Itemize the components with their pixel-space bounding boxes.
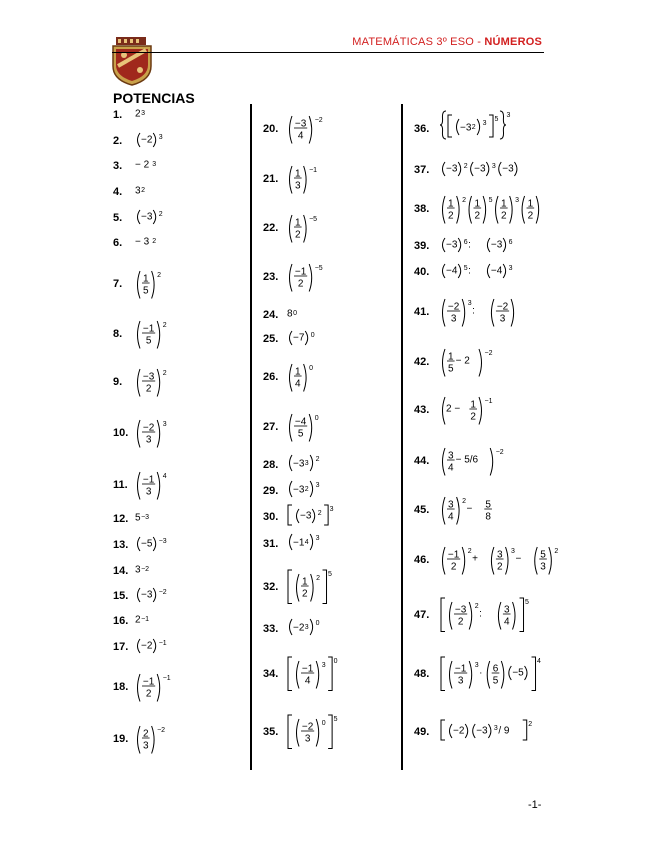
exercise-number: 26. [263,371,279,383]
svg-text:5: 5 [540,549,546,560]
svg-text:− 5/6: − 5/6 [455,454,479,465]
exercise-expression [135,106,156,124]
svg-text:− 2: − 2 [455,355,470,366]
svg-text:5: 5 [143,285,149,296]
svg-text:−: − [466,503,473,514]
svg-text:2: 2 [141,186,146,194]
svg-text:·: · [479,667,483,678]
exercise-expression [287,261,334,297]
exercise-number: 21. [263,173,279,185]
svg-text:3: 3 [450,313,457,324]
section-title: POTENCIAS [113,90,195,106]
svg-text:−3: −3 [141,211,153,222]
svg-text:−1: −1 [301,663,314,674]
exercise-expression [287,212,328,248]
svg-text:3: 3 [474,661,479,669]
exercise-number: 13. [113,539,129,551]
exercise-expression [135,268,172,304]
exercise-expression [135,585,178,607]
svg-text:3: 3 [295,180,301,191]
svg-text:4: 4 [295,378,301,389]
svg-text:3: 3 [448,499,454,510]
exercise-number: 3. [113,160,123,172]
exercise-expression [135,510,160,528]
exercise-expression [287,328,326,350]
svg-text:0: 0 [309,364,314,372]
svg-text:−5: −5 [512,667,524,678]
svg-text:4: 4 [304,538,309,546]
svg-text:2: 2 [527,210,534,221]
svg-text:4: 4 [162,472,167,480]
svg-text:3: 3 [508,264,513,272]
exercise-number: 32. [263,581,279,593]
svg-text:1: 1 [143,273,149,284]
svg-text:3: 3 [506,111,511,119]
svg-text:−1: −1 [293,537,305,548]
header-title [352,36,542,48]
exercise-expression [287,502,345,530]
exercise-expression [287,567,343,609]
svg-text:−3: −3 [446,163,458,174]
exercise-expression [440,108,521,144]
svg-text::: : [468,239,471,250]
exercise-expression [440,394,503,430]
svg-text:2: 2 [152,237,157,245]
svg-text:2: 2 [471,123,476,131]
header-rule [112,52,544,53]
svg-text:3: 3 [499,313,506,324]
svg-text:−1: −1 [309,166,318,174]
svg-text:−3: −3 [142,371,155,382]
svg-text:3: 3 [491,162,496,170]
svg-text:−2: −2 [496,301,509,312]
exercise-number: 33. [263,623,279,635]
exercise-number: 22. [263,222,279,234]
svg-text:−1: −1 [447,549,460,560]
svg-text:−4: −4 [490,265,503,276]
exercise-number: 31. [263,538,279,550]
exercise-expression [287,361,324,397]
svg-text:2: 2 [528,720,533,728]
svg-text:−3: −3 [141,589,153,600]
svg-text:3: 3 [329,505,334,513]
exercise-expression [135,157,167,175]
exercise-number: 38. [414,203,430,215]
exercise-expression [287,654,349,696]
svg-text:6: 6 [492,663,499,674]
svg-text:2: 2 [462,497,467,505]
exercise-expression [135,130,174,152]
exercise-expression [440,193,552,229]
svg-text:2: 2 [496,561,503,572]
svg-text:−4: −4 [446,265,458,276]
svg-text:−3: −3 [293,458,305,469]
svg-text:2 −: 2 − [446,403,461,414]
svg-text:2: 2 [317,509,322,517]
header-prefix: MATEMÁTICAS 3º ESO - [352,36,485,48]
exercise-number: 14. [113,565,129,577]
exercise-expression [135,562,160,580]
svg-text:−2: −2 [293,622,305,633]
svg-text:2: 2 [157,271,162,279]
exercise-expression [135,671,182,707]
svg-text:3: 3 [135,185,141,196]
svg-text:1: 1 [501,198,507,209]
svg-text:3: 3 [141,109,146,117]
svg-text::: : [468,265,471,276]
svg-text:4: 4 [537,657,541,665]
svg-text:2: 2 [135,108,141,119]
exercise-number: 47. [414,609,430,621]
svg-text:2: 2 [501,210,507,221]
svg-text:4: 4 [448,511,454,522]
svg-text:−2: −2 [484,349,493,357]
svg-text:0: 0 [321,719,326,727]
exercise-expression [287,113,334,149]
svg-text:−5: −5 [314,264,323,272]
exercise-number: 16. [113,615,129,627]
svg-text:4: 4 [297,130,304,141]
exercise-number: 2. [113,135,123,147]
svg-text:2: 2 [448,210,454,221]
exercise-expression [440,445,515,481]
exercise-number: 15. [113,590,129,602]
svg-text:2: 2 [145,383,152,394]
svg-text:−5: −5 [309,215,318,223]
svg-text:0: 0 [314,414,319,422]
svg-text:2: 2 [554,547,559,555]
svg-text:3: 3 [321,661,326,669]
svg-text:4: 4 [304,675,311,686]
svg-text:3: 3 [162,420,167,428]
svg-text:−1: −1 [294,266,307,277]
svg-text:0: 0 [293,309,298,317]
svg-text:−3: −3 [474,163,486,174]
svg-text:1: 1 [448,351,454,362]
svg-text:3: 3 [482,119,487,127]
svg-text:8: 8 [287,308,293,319]
svg-text::: : [472,305,475,316]
exercise-number: 37. [414,164,430,176]
svg-text:2: 2 [295,229,301,240]
svg-text:−7: −7 [293,332,305,343]
exercise-expression [287,478,331,502]
exercise-number: 39. [414,240,430,252]
exercise-expression [440,494,503,530]
exercise-expression [135,183,156,201]
exercise-number: 29. [263,485,279,497]
svg-text:−3: −3 [460,122,472,133]
svg-text:3: 3 [493,724,498,732]
svg-text:3: 3 [315,534,320,542]
exercise-number: 25. [263,333,279,345]
exercise-number: 9. [113,376,123,388]
exercise-expression [287,531,331,555]
svg-text:2: 2 [162,369,167,377]
svg-text:3: 3 [304,459,309,467]
svg-text:+: + [472,553,478,564]
exercise-number: 24. [263,309,279,321]
svg-text:1: 1 [295,217,301,228]
exercise-expression [287,712,349,754]
svg-text:1: 1 [527,198,534,209]
exercise-expression [135,723,176,759]
svg-text:2: 2 [474,210,481,221]
exercise-number: 43. [414,404,430,416]
svg-text:−2: −2 [158,588,167,596]
exercise-expression [135,318,178,354]
svg-text:5: 5 [488,196,493,204]
svg-text:6: 6 [508,238,513,246]
svg-text:1: 1 [302,576,308,587]
svg-text:−1: −1 [141,615,150,623]
svg-text:4: 4 [503,616,510,627]
svg-text:0: 0 [310,331,315,339]
svg-text:−2: −2 [301,721,314,732]
svg-text:−3: −3 [300,510,312,521]
svg-text:5: 5 [485,499,491,510]
exercise-expression [287,411,330,447]
exercise-number: 27. [263,421,279,433]
svg-text:3: 3 [304,733,311,744]
svg-text:/ 9: / 9 [498,725,510,736]
svg-text:3: 3 [448,450,454,461]
svg-text:−2: −2 [141,134,153,145]
svg-text:3: 3 [511,547,515,555]
svg-text:2: 2 [304,485,309,493]
svg-text:1: 1 [470,399,476,410]
svg-text:8: 8 [485,511,491,522]
exercise-expression [440,159,530,181]
svg-text:3: 3 [152,160,157,168]
svg-text:2: 2 [145,688,152,699]
exercise-number: 23. [263,271,279,283]
svg-text:3: 3 [304,623,309,631]
svg-text:−3: −3 [490,239,503,250]
exercise-expression [287,306,308,324]
exercise-number: 42. [414,356,430,368]
exercise-number: 45. [414,504,430,516]
exercise-expression [287,163,328,199]
exercise-number: 8. [113,328,123,340]
svg-text:−3: −3 [446,239,458,250]
column-divider-left [250,104,252,770]
exercise-number: 4. [113,186,123,198]
svg-text:2: 2 [315,455,320,463]
svg-text:2: 2 [158,210,163,218]
svg-text:2: 2 [457,616,464,627]
svg-text:2: 2 [470,411,476,422]
exercise-number: 30. [263,511,279,523]
exercise-expression [135,636,178,658]
school-crest-logo [110,36,154,86]
svg-text:2: 2 [467,547,472,555]
exercise-number: 5. [113,212,123,224]
exercise-number: 7. [113,278,123,290]
svg-text:3: 3 [496,549,503,560]
exercise-number: 34. [263,668,279,680]
exercise-expression [440,261,524,283]
exercise-expression [135,612,160,630]
svg-text:−3: −3 [293,484,305,495]
exercise-number: 10. [113,427,129,439]
exercise-expression [440,717,543,745]
svg-text:2: 2 [474,602,479,610]
svg-text:5: 5 [297,428,304,439]
svg-text:2: 2 [450,561,457,572]
exercise-number: 18. [113,681,129,693]
exercise-expression [440,235,524,257]
exercise-number: 40. [414,266,430,278]
exercise-expression [440,654,552,696]
svg-text:−2: −2 [453,725,465,736]
svg-text:2: 2 [135,614,141,625]
svg-text:3: 3 [457,675,464,686]
svg-text:2: 2 [162,321,167,329]
svg-text:−2: −2 [447,301,460,312]
exercise-number: 19. [113,733,129,745]
exercise-number: 46. [414,554,430,566]
exercise-expression [440,346,503,382]
exercise-expression [440,296,527,332]
exercise-expression [440,595,540,637]
svg-text:1: 1 [474,198,481,209]
svg-text:−3: −3 [454,604,467,615]
svg-text:3: 3 [135,564,141,575]
svg-text:−2: −2 [141,640,153,651]
svg-text:5: 5 [525,598,529,606]
svg-text:−3: −3 [502,163,514,174]
svg-text:5: 5 [145,335,152,346]
exercise-number: 35. [263,726,279,738]
svg-text:2: 2 [462,196,467,204]
svg-text:2: 2 [297,278,304,289]
exercise-number: 20. [263,123,279,135]
svg-text:2: 2 [143,728,149,739]
svg-text:−2: −2 [141,565,150,573]
svg-text:−3: −3 [141,513,150,521]
exercise-expression [287,616,331,640]
svg-text:1: 1 [295,168,301,179]
svg-text:3: 3 [540,561,546,572]
exercise-expression [440,544,569,580]
svg-text:1: 1 [295,366,301,377]
svg-text:−3: −3 [476,725,488,736]
svg-text:−: − [515,553,522,564]
exercise-number: 1. [113,109,123,121]
svg-text:5: 5 [463,264,468,272]
exercise-number: 49. [414,726,430,738]
svg-text:−1: −1 [142,676,155,687]
svg-text:5: 5 [135,512,141,523]
svg-text:2: 2 [316,574,321,582]
svg-text:−5: −5 [141,538,153,549]
svg-text:5: 5 [333,715,338,723]
svg-text:−2: −2 [495,448,504,456]
exercise-number: 48. [414,668,430,680]
svg-text:1: 1 [448,198,454,209]
svg-text:6: 6 [463,238,468,246]
exercise-number: 41. [414,306,430,318]
svg-text:0: 0 [333,657,338,665]
svg-text::: : [479,608,482,619]
svg-text:−1: −1 [454,663,467,674]
svg-text:−2: −2 [142,422,155,433]
svg-text:3: 3 [515,196,520,204]
svg-text:3: 3 [503,604,510,615]
svg-text:−2: −2 [314,116,323,124]
page-number: -1- [528,799,542,811]
svg-text:4: 4 [448,462,454,473]
svg-text:−3: −3 [294,118,307,129]
svg-text:− 2: − 2 [135,159,150,170]
exercise-expression [135,234,167,252]
exercise-expression [135,417,178,453]
exercise-number: 17. [113,641,129,653]
svg-text:−4: −4 [294,416,307,427]
exercise-expression [135,366,178,402]
header-subject: NÚMEROS [484,36,542,48]
svg-text:3: 3 [315,481,320,489]
svg-text:5: 5 [448,363,454,374]
exercise-number: 44. [414,455,430,467]
svg-text:3: 3 [143,740,149,751]
svg-text:2: 2 [302,588,308,599]
svg-text:2: 2 [463,162,468,170]
exercise-expression [135,469,178,505]
svg-text:5: 5 [492,675,499,686]
svg-text:−1: −1 [142,474,155,485]
svg-text:5: 5 [494,115,499,123]
exercise-number: 12. [113,513,129,525]
exercise-expression [135,207,174,229]
svg-text:5: 5 [328,570,332,578]
exercise-number: 36. [414,123,430,135]
exercise-number: 28. [263,459,279,471]
svg-text:−2: −2 [157,726,166,734]
svg-text:3: 3 [145,434,152,445]
svg-text:−3: −3 [158,537,167,545]
svg-text:3: 3 [145,486,152,497]
exercise-expression [135,534,178,556]
exercise-number: 6. [113,237,123,249]
svg-text:3: 3 [467,299,472,307]
svg-text:3: 3 [158,133,163,141]
column-divider-right [401,104,403,770]
svg-text:− 3: − 3 [135,236,150,247]
exercise-number: 11. [113,479,128,491]
svg-text:−1: −1 [484,397,493,405]
svg-text:0: 0 [315,619,320,627]
exercise-expression [287,452,331,476]
svg-text:−1: −1 [158,639,167,647]
svg-text:−1: −1 [162,674,171,682]
svg-text:−1: −1 [142,323,155,334]
